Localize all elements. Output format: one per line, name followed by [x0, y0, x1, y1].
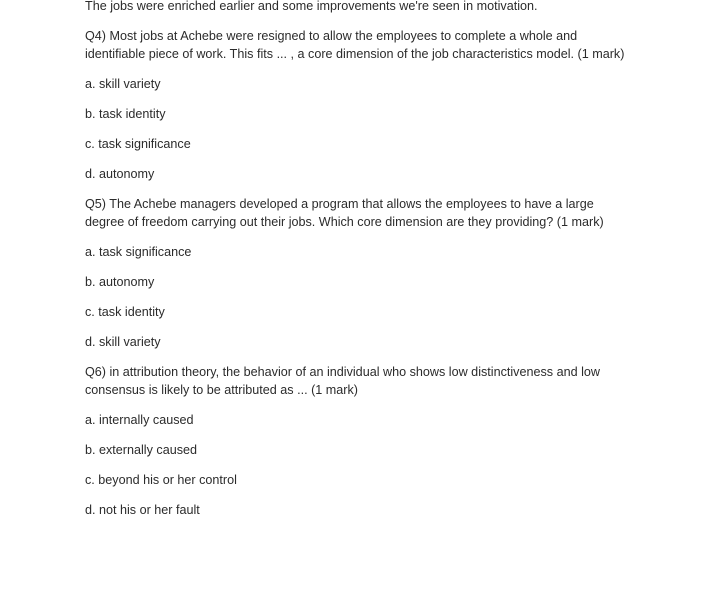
document-body	[85, 0, 630, 531]
option-q4-a: a. skill variety	[85, 77, 161, 91]
question-block-q5	[85, 195, 630, 351]
option-q4-d: d. autonomy	[85, 167, 155, 181]
option-q6-b: b. externally caused	[85, 443, 198, 457]
question-q4: Q4) Most jobs at Achebe were resigned to allow the employees to complete a whole and identifiable piece of work. This fits ... , a core dimension of the job characteristics model. (1 mark)	[85, 29, 625, 61]
option-q4-c: c. task significance	[85, 137, 191, 151]
option-q4-b: b. task identity	[85, 107, 166, 121]
question-q5: Q5) The Achebe managers developed a program that allows the employees to have a large degree of freedom carrying out their jobs. Which core dimension are they providing? (1 mark)	[85, 197, 604, 229]
option-q5-c: c. task identity	[85, 305, 165, 319]
question-q6: Q6) in attribution theory, the behavior of an individual who shows low distinctiveness and low consensus is likely to be attributed as ... (1 mark)	[85, 365, 600, 397]
intro-text: The jobs were enriched earlier and some improvements we're seen in motivation.	[85, 0, 538, 13]
option-q6-c: c. beyond his or her control	[85, 473, 237, 487]
option-q6-d: d. not his or her fault	[85, 503, 200, 517]
option-q5-a: a. task significance	[85, 245, 192, 259]
question-block-q6	[85, 363, 630, 519]
option-q5-d: d. skill variety	[85, 335, 161, 349]
question-block-q4	[85, 27, 630, 183]
option-q6-a: a. internally caused	[85, 413, 194, 427]
option-q5-b: b. autonomy	[85, 275, 155, 289]
